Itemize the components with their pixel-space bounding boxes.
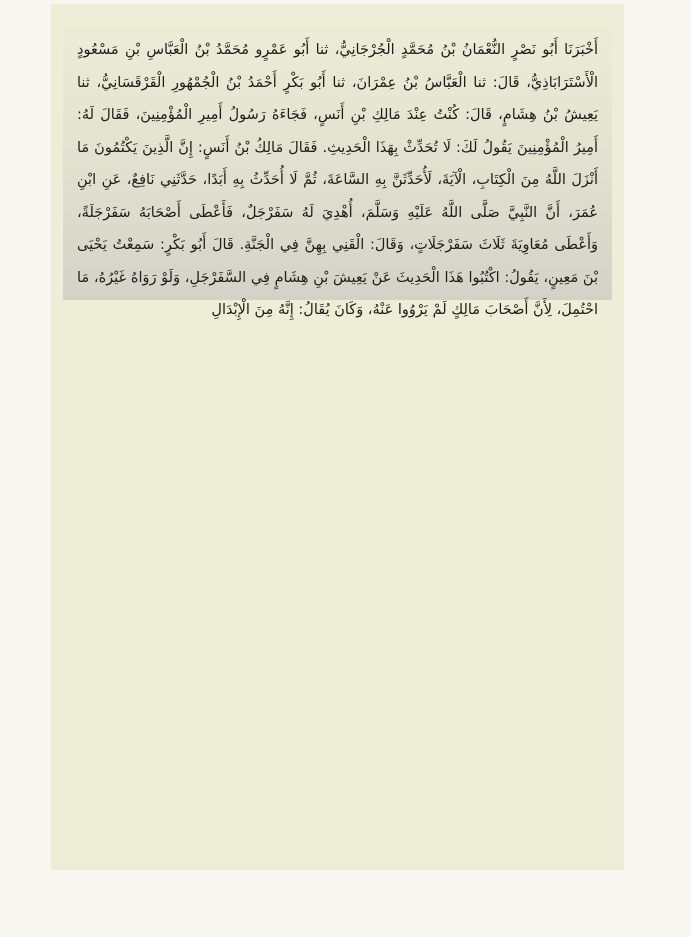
hadith-text-box — [63, 4, 612, 318]
hadith-text: أَخْبَرَنَا أَبُو نَصْرٍ النُّعْمَانُ بْنُ مُحَمَّدٍ الْجُرْجَانِيُّ، ثنا أَبُو عَمْرٍو مُحَمَّدُ بْنُ الْعَبَّاسِ بْنِ مَسْعُودٍ الْأَسْتَرَابَاذِيُّ، قَالَ: ثنا الْعَبَّاسُ بْنُ عِمْرَانَ، ثنا أَبُو بَكْرٍ أَحْمَدُ بْنُ الْجُمْهُورِ الْقَرْقَسَانِيُّ، ثنا يَعِيشُ بْنُ هِشَامٍ، قَالَ: كُنْتُ عِنْدَ مَالِكِ بْنِ أَنَسٍ، فَجَاءَهُ رَسُولُ أَمِيرِ الْمُؤْمِنِينَ، فَقَالَ لَهُ: أَمِيرُ الْمُؤْمِنِينَ يَقُولُ لَكَ: لَا تُحَدِّثْ بِهَذَا الْحَدِيثِ. فَقَالَ مَالِكُ بْنُ أَنَسٍ: إِنَّ الَّذِينَ يَكْتُمُونَ مَا أَنْزَلَ اللَّهُ مِنَ الْكِتَابِ، الْآيَةَ، لَأُحَدِّثَنَّ بِهِ السَّاعَةَ، ثُمَّ لَا أُحَدِّثُ بِهِ أَبَدًا، حَدَّثَنِي نَافِعٌ، عَنِ ابْنِ عُمَرَ، أَنَّ النَّبِيَّ صَلَّى اللَّهُ عَلَيْهِ وَسَلَّمَ، أُهْدِيَ لَهُ سَفَرْجَلٌ، فَأَعْطَى أَصْحَابَهُ سَفَرْجَلَةً، وَأَعْطَى مُعَاوِيَةَ ثَلَاثَ سَفَرْجَلَاتٍ، وَقَالَ: الْقَنِي بِهِنَّ فِي الْجَنَّةِ. قَالَ أَبُو بَكْرٍ: سَمِعْتُ يَحْيَى بْنَ مَعِينٍ، يَقُولُ: اكْتُبُوا هَذَا الْحَدِيثَ عَنْ يَعِيشَ بْنِ هِشَامٍ فِي السَّفَرْجَلِ، وَلَوْ رَوَاهُ غَيْرُهُ، مَا احْتُمِلَ، لِأَنَّ أَصْحَابَ مَالِكٍ لَمْ يَرْوُوا عَنْهُ، وَكَانَ يُقَالُ: إِنَّهُ مِنَ الْإِبْدَالِ — [77, 42, 598, 318]
document-page — [51, 4, 624, 870]
